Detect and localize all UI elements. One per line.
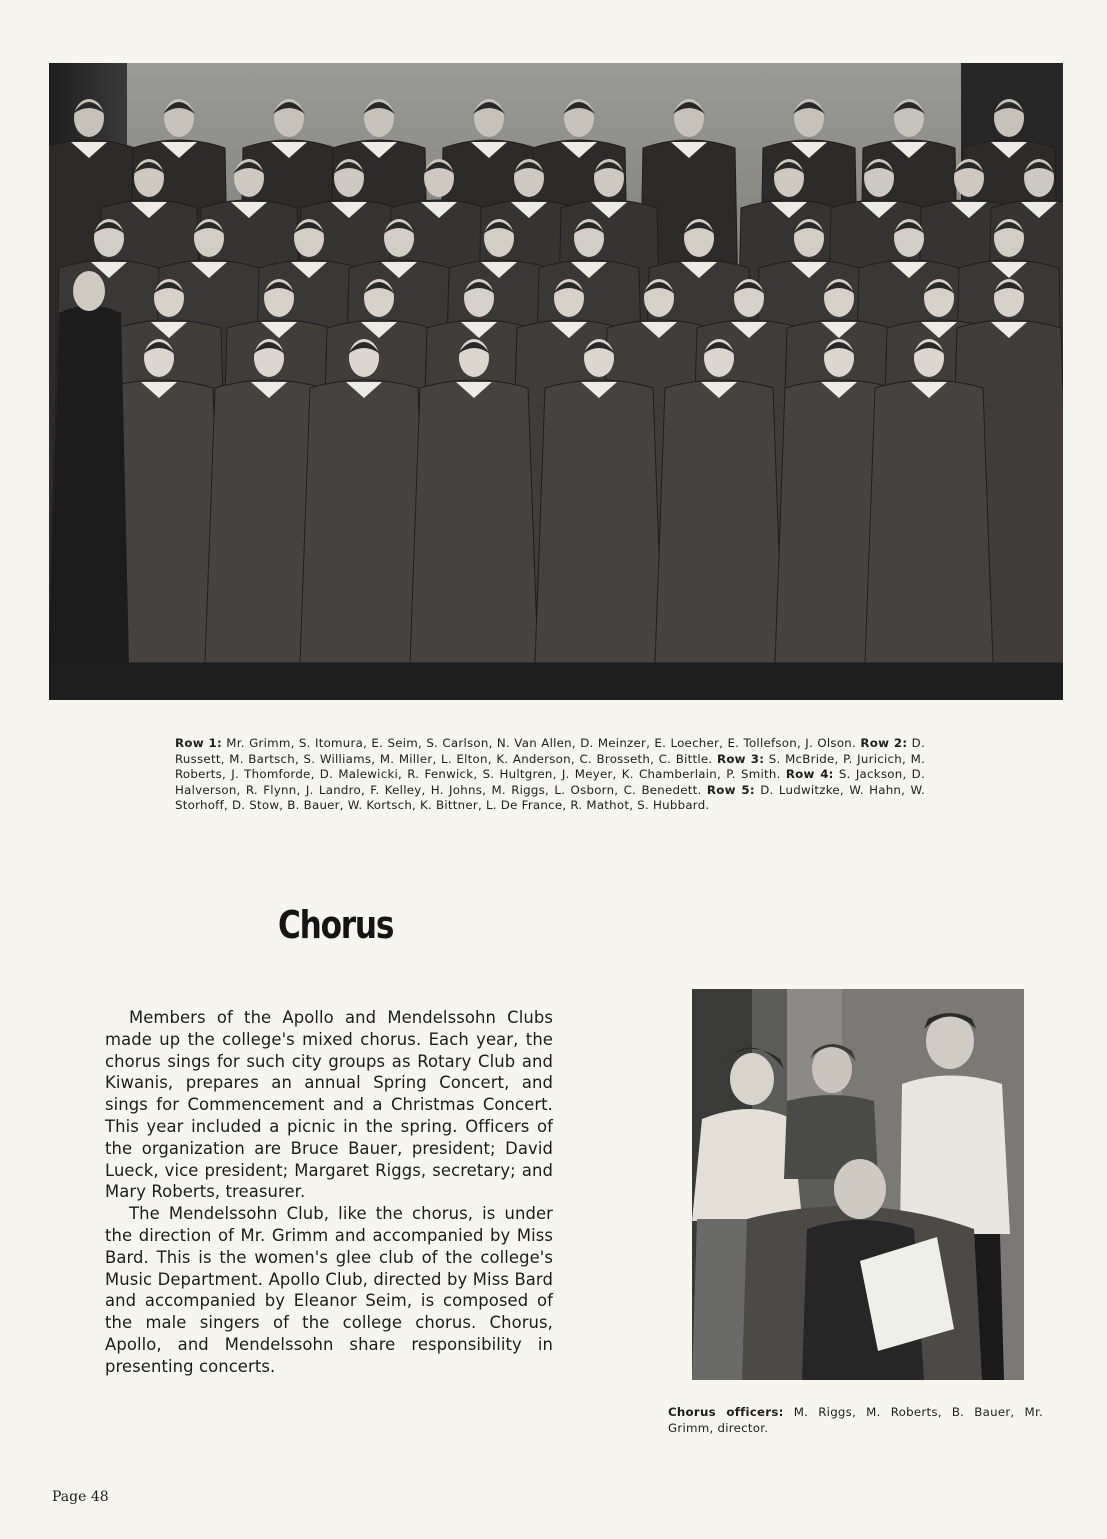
- page-title: Chorus: [278, 903, 394, 947]
- choir-robe: [655, 380, 783, 663]
- row-2-names: D. Russett, M. Bartsch, S. Williams, M. Miller, L. Elton, K. Anderson, C. Brosseth, C. Bittle.: [175, 736, 926, 766]
- officers-caption-label: Chorus officers:: [668, 1405, 784, 1419]
- row-1-label: Row 1:: [175, 736, 222, 750]
- row-5-names: D. Ludwitzke, W. Hahn, W. Storhoff, D. Stow, B. Bauer, W. Kortsch, K. Bittner, L. De France, R. Mathot, S. Hubbard.: [175, 782, 926, 813]
- row-5-label: Row 5:: [706, 782, 755, 797]
- row-4-names: S. Jackson, D. Halverson, R. Flynn, J. Landro, F. Kelley, H. Johns, M. Riggs, L. Osborn, C. Benedett.: [175, 767, 925, 797]
- row-1-names: Mr. Grimm, S. Itomura, E. Seim, S. Carlson, N. Van Allen, D. Meinzer, E. Loecher, E. Tollefson, J. Olson.: [226, 736, 857, 750]
- row-3-label: Row 3:: [716, 751, 765, 766]
- choir-robe: [865, 380, 993, 663]
- page-number: Page 48: [52, 1489, 109, 1505]
- group-photo-image: [49, 63, 1063, 700]
- row-2-label: Row 2:: [860, 736, 908, 750]
- article-body: [105, 1007, 553, 1378]
- row-3-names: S. McBride, P. Juricich, M. Roberts, J. Thomforde, D. Malewicki, R. Fenwick, S. Hultgren, J. Meyer, K. Chamberlain, P. Smith.: [175, 751, 925, 782]
- paragraph-1: Members of the Apollo and Mendelssohn Clubs made up the college's mixed chorus. Each year, the chorus sings for such city groups as Rotary Club and Kiwanis, prepares an annual Spring Concert, and sings for Commencement and a Christmas Concert. This year included a picnic in the spring. Officers of the organization are Bruce Bauer, president; David Lueck, vice president; Margaret Riggs, secretary; and Mary Roberts, treasurer.: [105, 1008, 553, 1202]
- group-photo-caption: [175, 736, 925, 814]
- officers-photo: [692, 989, 1024, 1380]
- director-face: [73, 271, 105, 311]
- group-photo: [49, 63, 1063, 700]
- officers-caption-text: M. Riggs, M. Roberts, B. Bauer, Mr. Grimm, director.: [668, 1405, 1043, 1435]
- row-4-label: Row 4:: [785, 767, 834, 782]
- officers-photo-image: [692, 989, 1024, 1380]
- director-suit: [49, 306, 129, 664]
- choir-robe: [410, 380, 538, 663]
- paragraph-2: The Mendelssohn Club, like the chorus, is under the direction of Mr. Grimm and accompanied by Miss Bard. This is the women's glee club of the college's Music Department. Apollo Club, directed by Miss Bard and accompanied by Eleanor Seim, is composed of the male singers of the college chorus. Chorus, Apollo, and Mendelssohn share responsibility in presenting concerts.: [105, 1204, 553, 1376]
- choir-robe: [300, 380, 428, 663]
- officers-photo-caption: [668, 1405, 1043, 1436]
- choir-robe: [535, 380, 663, 663]
